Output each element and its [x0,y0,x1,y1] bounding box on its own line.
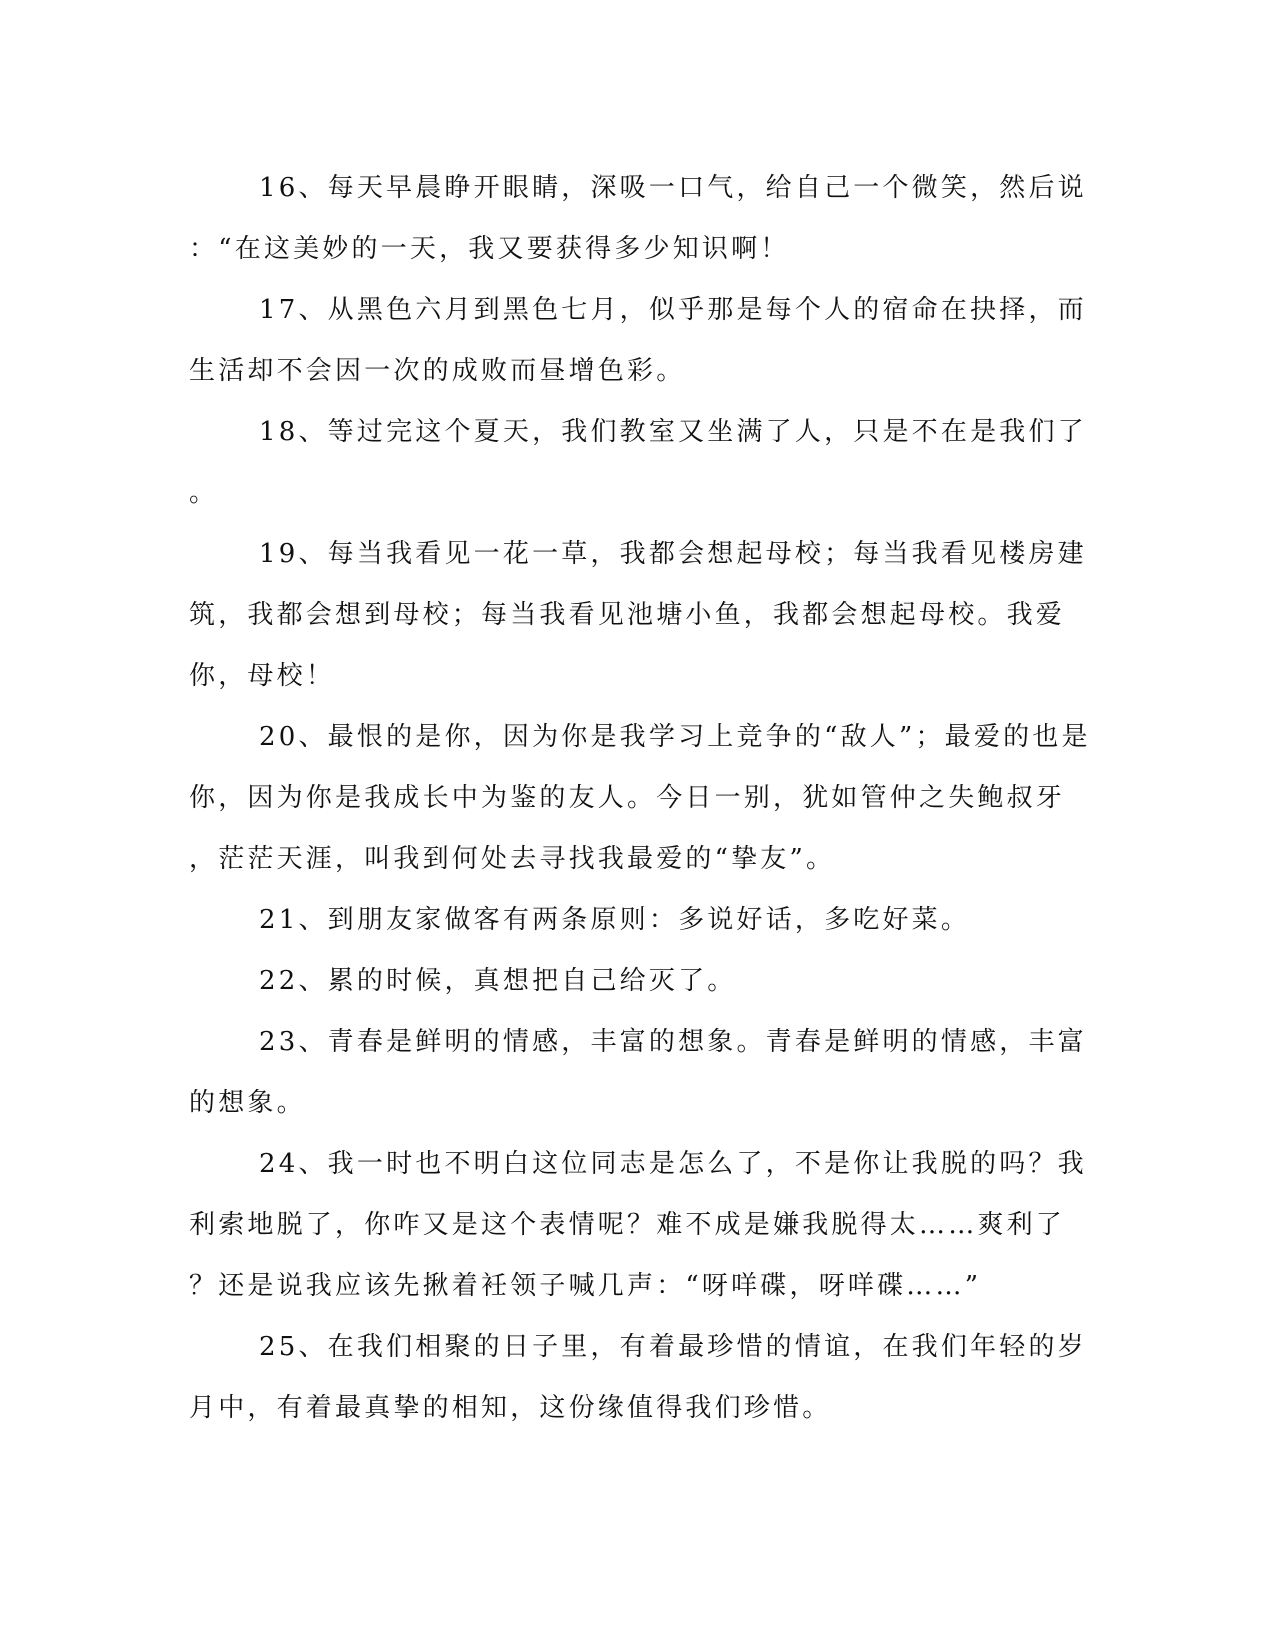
paragraph-line: ：“在这美妙的一天，我又要获得多少知识啊！ [189,234,790,264]
paragraph-line: 21、到朋友家做客有两条原则：多说好话，多吃好菜。 [259,905,971,935]
paragraph-line: 18、等过完这个夏天，我们教室又坐满了人，只是不在是我们了 [259,417,1087,447]
paragraph-line: 23、青春是鲜明的情感，丰富的想象。青春是鲜明的情感，丰富 [259,1027,1087,1057]
paragraph-line: 25、在我们相聚的日子里，有着最珍惜的情谊，在我们年轻的岁 [259,1332,1087,1362]
paragraph-24 [189,1134,1087,1317]
paragraph-18 [189,402,1087,524]
paragraph-25 [189,1317,1087,1439]
paragraph-line: 24、我一时也不明白这位同志是怎么了，不是你让我脱的吗？我 [259,1149,1087,1179]
paragraph-22 [189,951,1069,1012]
paragraph-23 [189,1012,1087,1134]
document-body [189,158,1091,1439]
paragraph-line: ？还是说我应该先揪着衽领子喊几声：“呀咩碟，呀咩碟……” [189,1271,982,1301]
paragraph-line: 你，母校！ [189,661,336,691]
paragraph-line: 。 [189,478,219,508]
paragraph-line: ，茫茫天涯，叫我到何处去寻找我最爱的“挚友”。 [189,844,836,874]
paragraph-16 [189,158,1087,280]
paragraph-line: 你，因为你是我成长中为鉴的友人。今日一别，犹如管仲之失鲍叔牙 [189,783,1066,813]
paragraph-line: 17、从黑色六月到黑色七月，似乎那是每个人的宿命在抉择，而 [259,295,1087,325]
paragraph-line: 生活却不会因一次的成败而昼增色彩。 [189,356,686,386]
paragraph-line: 的想象。 [189,1088,306,1118]
paragraph-20 [189,707,1091,890]
paragraph-line: 22、累的时候，真想把自己给灭了。 [259,966,737,996]
paragraph-line: 16、每天早晨睁开眼睛，深吸一口气，给自己一个微笑，然后说 [259,173,1087,203]
paragraph-line: 月中，有着最真挚的相知，这份缘值得我们珍惜。 [189,1393,832,1423]
paragraph-line: 19、每当我看见一花一草，我都会想起母校；每当我看见楼房建 [259,539,1087,569]
paragraph-19 [189,524,1087,707]
paragraph-line: 利索地脱了，你咋又是这个表情呢？难不成是嫌我脱得太……爽利了 [189,1210,1066,1240]
paragraph-line: 20、最恨的是你，因为你是我学习上竞争的“敌人”；最爱的也是 [259,722,1091,752]
paragraph-21 [189,890,1069,951]
paragraph-line: 筑，我都会想到母校；每当我看见池塘小鱼，我都会想起母校。我爱 [189,600,1066,630]
paragraph-17 [189,280,1087,402]
